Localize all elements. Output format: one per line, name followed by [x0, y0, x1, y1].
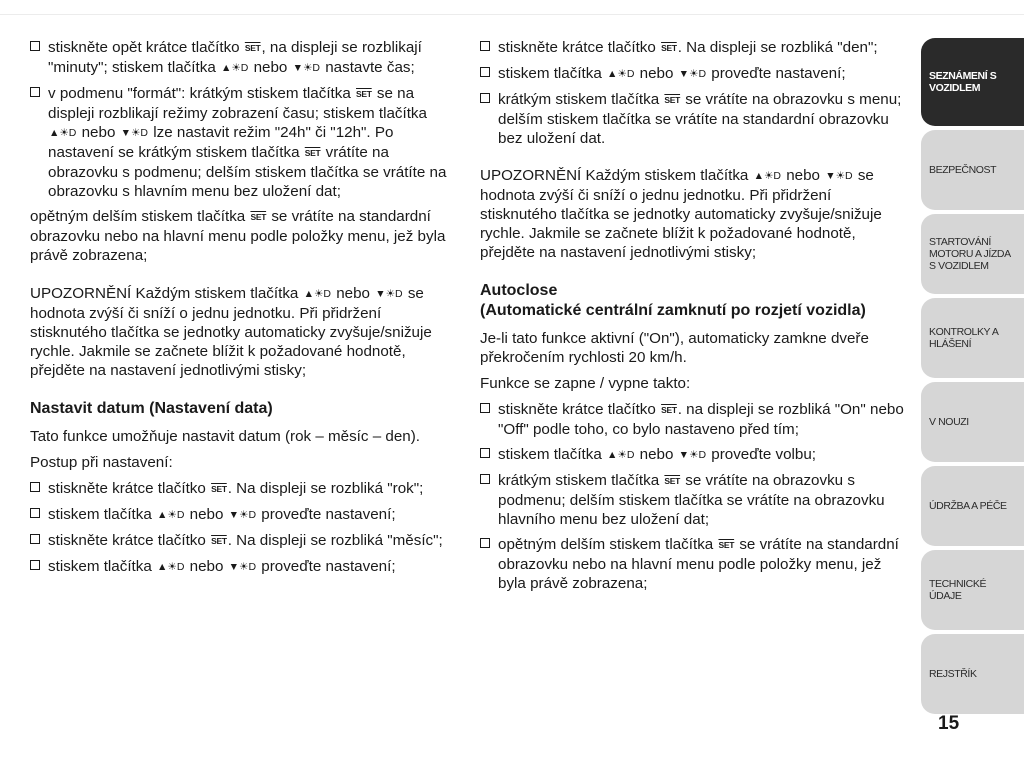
list-item	[480, 400, 905, 439]
set-button-icon: $\overline{SET}$	[356, 89, 372, 99]
tab-chapter[interactable]	[921, 382, 1024, 462]
text-run: . Na displeji se rozbliká "rok";	[227, 480, 424, 497]
text-run: . Na displeji se rozbliká "den";	[677, 39, 878, 56]
list-item	[480, 64, 905, 84]
right-column	[480, 38, 905, 599]
text-run: se vrátíte na standardní obrazovku nebo na hlavní menu podle položky menu, jež byla právě zobrazena;	[30, 208, 446, 264]
paragraph: Je-li tato funkce aktivní ("On"), automaticky zamkne dveře překročením rychlosti 20 km/h.	[480, 330, 869, 366]
checkbox-bullet-icon	[480, 403, 490, 413]
tab-label: KONTROLKY A HLÁŠENÍ	[929, 326, 998, 350]
warning-paragraph	[30, 284, 455, 380]
text-run: se vrátíte na obrazovku s menu; delším stiskem tlačítka se vrátíte na standardní obrazovku bez uložení dat.	[498, 91, 902, 147]
text-run: vrátíte na obrazovku s podmenu; delším stiskem tlačítka se vrátíte na obrazovku s hlavním menu bez uložení dat;	[48, 144, 447, 200]
checkbox-bullet-icon	[30, 41, 40, 51]
text-run: UPOZORNĚNÍ Každým stiskem tlačítka	[30, 285, 303, 302]
list-item	[480, 471, 905, 529]
text-run: stiskem tlačítka	[48, 506, 157, 523]
tab-chapter[interactable]	[921, 634, 1024, 714]
text-run: . na displeji se rozbliká "On" nebo "Off" podle toho, co bylo nastaveno před tím;	[498, 401, 904, 438]
list-item-text	[498, 401, 904, 438]
tab-label: BEZPEČNOST	[929, 164, 997, 176]
list-item	[30, 479, 455, 499]
set-button-icon: $\overline{SET}$	[661, 405, 677, 415]
checkbox-bullet-icon	[30, 482, 40, 492]
text-run: nebo	[635, 65, 678, 82]
text-run: proveďte nastavení;	[257, 506, 396, 523]
list-item	[480, 445, 905, 465]
list-item	[30, 84, 455, 201]
text-run: proveďte nastavení;	[257, 558, 396, 575]
list-item-text	[48, 85, 446, 200]
set-button-icon: $\overline{SET}$	[250, 212, 267, 222]
text-run: se hodnota zvýší či sníží o jednu jednotku. Při přidržení stisknutého tlačítka se jednotky automaticky zvyšuje/snižuje rychle. Jakmile se začnete blížit k požadované hodnotě, přejděte na nastavení jednotlivými stisky;	[30, 285, 432, 379]
set-button-icon: $\overline{SET}$	[718, 540, 735, 550]
text-run: nebo	[249, 59, 292, 76]
text-run: nebo	[331, 285, 375, 302]
down-brightness-button-icon: ▼☀D	[120, 127, 149, 139]
text-run: v podmenu "formát": krátkým stiskem tlačítka	[48, 85, 356, 102]
checkbox-bullet-icon	[480, 67, 490, 77]
up-brightness-button-icon: ▲☀D	[303, 288, 331, 300]
tab-chapter[interactable]	[921, 466, 1024, 546]
list-item-text	[48, 558, 396, 575]
checkbox-bullet-icon	[30, 508, 40, 518]
checkbox-bullet-icon	[480, 538, 490, 548]
list-item	[30, 531, 455, 551]
text-run: nastavte čas;	[321, 59, 415, 76]
text-run: stiskem tlačítka	[48, 558, 157, 575]
chapter-tabs	[921, 38, 1024, 718]
paragraph: Postup při nastavení:	[30, 454, 173, 471]
text-run: se na displeji rozblikají režimy zobrazení času; stiskem tlačítka	[48, 85, 427, 122]
set-button-icon: $\overline{SET}$	[664, 95, 681, 105]
list-item	[480, 90, 905, 148]
text-run: proveďte volbu;	[707, 446, 817, 463]
checkbox-bullet-icon	[30, 87, 40, 97]
text-run: se vrátíte na obrazovku s podmenu; delším stiskem tlačítka se vrátíte na obrazovku hlavního menu bez uložení dat;	[498, 472, 885, 528]
list-item-text	[48, 39, 422, 76]
list-item-text	[498, 536, 899, 592]
text-run: UPOZORNĚNÍ Každým stiskem tlačítka	[480, 167, 753, 184]
tab-chapter[interactable]	[921, 550, 1024, 630]
up-brightness-button-icon: ▲☀D	[220, 62, 249, 74]
paragraph: Tato funkce umožňuje nastavit datum (rok – měsíc – den).	[30, 428, 421, 445]
text-run: nebo	[185, 558, 228, 575]
tab-chapter[interactable]	[921, 38, 1024, 126]
text-run: lze nastavit režim "24h" či "12h". Po nastavení se krátkým stiskem tlačítka	[48, 124, 394, 161]
set-button-icon: $\overline{SET}$	[244, 43, 261, 53]
list-item	[30, 38, 455, 78]
up-brightness-button-icon: ▲☀D	[49, 127, 77, 139]
text-run: proveďte nastavení;	[707, 65, 846, 82]
up-brightness-button-icon: ▲☀D	[157, 509, 185, 521]
checkbox-bullet-icon	[30, 560, 40, 570]
text-run: stiskněte krátce tlačítko	[498, 39, 661, 56]
up-brightness-button-icon: ▲☀D	[753, 170, 781, 182]
list-item-text	[498, 446, 816, 463]
text-run: opětným delším stiskem tlačítka	[498, 536, 718, 553]
text-run: nebo	[781, 167, 825, 184]
list-item	[480, 38, 905, 58]
text-run: krátkým stiskem tlačítka	[498, 91, 664, 108]
list-item-text	[48, 532, 443, 549]
tab-chapter[interactable]	[921, 214, 1024, 294]
text-run: nebo	[185, 506, 228, 523]
set-button-icon: $\overline{SET}$	[211, 536, 227, 546]
top-rule	[0, 14, 1024, 15]
list-item-text	[498, 91, 901, 147]
text-run: stiskněte krátce tlačítko	[48, 480, 211, 497]
list-item-text	[498, 39, 878, 56]
text-run: stiskněte krátce tlačítko	[498, 401, 661, 418]
tab-label: STARTOVÁNÍ MOTORU A JÍZDA S VOZIDLEM	[929, 236, 1011, 272]
warning-paragraph	[480, 166, 905, 262]
text-run: stiskem tlačítka	[498, 65, 607, 82]
set-button-icon: $\overline{SET}$	[661, 43, 677, 53]
section-subheading: (Automatické centrální zamknutí po rozjetí vozidla)	[480, 302, 866, 319]
list-item	[480, 535, 905, 593]
text-run: stiskněte opět krátce tlačítko	[48, 39, 244, 56]
text-run: nebo	[77, 124, 120, 141]
down-brightness-button-icon: ▼☀D	[678, 68, 707, 80]
list-item-text	[498, 65, 846, 82]
section-heading: Nastavit datum (Nastavení data)	[30, 400, 273, 417]
list-item	[30, 557, 455, 577]
set-button-icon: $\overline{SET}$	[211, 484, 227, 494]
tab-label: SEZNÁMENÍ S VOZIDLEM	[929, 70, 997, 94]
tab-chapter[interactable]	[921, 130, 1024, 210]
down-brightness-button-icon: ▼☀D	[228, 509, 257, 521]
down-brightness-button-icon: ▼☀D	[292, 62, 320, 74]
checkbox-bullet-icon	[30, 534, 40, 544]
down-brightness-button-icon: ▼☀D	[825, 170, 853, 182]
tab-label: V NOUZI	[929, 416, 969, 428]
paragraph: Funkce se zapne / vypne takto:	[480, 375, 691, 392]
set-button-icon: $\overline{SET}$	[304, 148, 321, 158]
up-brightness-button-icon: ▲☀D	[607, 68, 635, 80]
text-run: se hodnota zvýší či sníží o jednu jednotku. Při přidržení stisknutého tlačítka se jednotky automaticky zvyšuje/snižuje rychle. Jakmile se začnete blížit k požadované hodnotě, přejděte na nastavení jednotlivými stisky;	[480, 167, 882, 261]
text-run: se vrátíte na standardní obrazovku nebo na hlavní menu podle položky menu, jež byla právě zobrazena;	[498, 536, 899, 592]
text-run: nebo	[635, 446, 678, 463]
list-item	[30, 505, 455, 525]
text-run: , na displeji se rozblikají "minuty"; stiskem tlačítka	[48, 39, 422, 76]
set-button-icon: $\overline{SET}$	[664, 476, 681, 486]
checkbox-bullet-icon	[480, 93, 490, 103]
page-number: 15	[938, 713, 960, 734]
paragraph	[30, 207, 455, 265]
text-run: . Na displeji se rozbliká "měsíc";	[227, 532, 443, 549]
down-brightness-button-icon: ▼☀D	[228, 561, 257, 573]
text-run: opětným delším stiskem tlačítka	[30, 208, 250, 225]
section-heading: Autoclose	[480, 282, 558, 299]
list-item-text	[48, 506, 396, 523]
up-brightness-button-icon: ▲☀D	[607, 449, 635, 461]
tab-chapter[interactable]	[921, 298, 1024, 378]
text-run: krátkým stiskem tlačítka	[498, 472, 664, 489]
checkbox-bullet-icon	[480, 474, 490, 484]
list-item-text	[48, 480, 423, 497]
text-run: stiskem tlačítka	[498, 446, 607, 463]
checkbox-bullet-icon	[480, 41, 490, 51]
tab-label: TECHNICKÉ ÚDAJE	[929, 578, 987, 602]
tab-label: REJSTŘÍK	[929, 668, 977, 680]
up-brightness-button-icon: ▲☀D	[157, 561, 185, 573]
list-item-text	[498, 472, 885, 528]
tab-label: ÚDRŽBA A PÉČE	[929, 500, 1007, 512]
down-brightness-button-icon: ▼☀D	[375, 288, 403, 300]
down-brightness-button-icon: ▼☀D	[678, 449, 707, 461]
checkbox-bullet-icon	[480, 448, 490, 458]
left-column	[30, 38, 455, 583]
text-run: stiskněte krátce tlačítko	[48, 532, 211, 549]
